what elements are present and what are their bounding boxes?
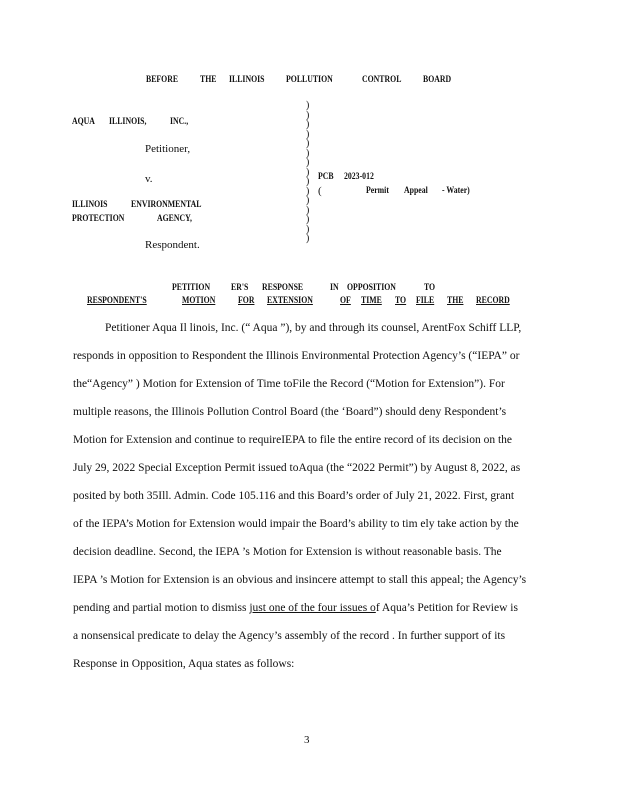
- heading-word: CONTROL: [362, 75, 402, 85]
- body-line: IEPA ’s Motion for Extension is an obvious and insincere attempt to stall this appeal; the Agency’s: [73, 574, 527, 586]
- title-word: ER'S: [231, 283, 249, 293]
- heading-word: POLLUTION: [286, 75, 333, 85]
- title-word: OPPOSITION: [347, 283, 396, 293]
- heading-word: BOARD: [423, 75, 452, 85]
- title-word: FOR: [238, 296, 255, 306]
- respondent-name-word: AGENCY,: [157, 214, 192, 224]
- petitioner-name-word: AQUA: [72, 117, 95, 127]
- case-type-open: (: [318, 185, 322, 197]
- body-line: a nonsensical predicate to delay the Agency’s assembly of the record . In further support of its: [73, 630, 506, 642]
- body-line: Petitioner Aqua Il linois, Inc. (“ Aqua ”), by and through its counsel, ArentFox Schiff LLP,: [105, 322, 522, 334]
- title-word: MOTION: [182, 296, 216, 306]
- body-line: responds in opposition to Respondent the Illinois Environmental Protection Agency’s (“IEPA” or: [73, 350, 520, 362]
- case-type-word: - Water): [442, 186, 470, 196]
- title-word: RESPONDENT'S: [87, 296, 147, 306]
- title-word: FILE: [416, 296, 435, 306]
- body-line: the“Agency” ) Motion for Extension of Time toFile the Record (“Motion for Extension”). For: [73, 378, 505, 390]
- body-line: decision deadline. Second, the IEPA ’s Motion for Extension is without reasonable basis. The: [73, 546, 502, 558]
- respondent-role: Respondent.: [145, 239, 200, 251]
- title-word: TO: [395, 296, 407, 306]
- case-prefix: PCB: [318, 172, 334, 182]
- respondent-name-word: ILLINOIS: [72, 200, 108, 210]
- title-word: TO: [424, 283, 436, 293]
- case-number: 2023-012: [344, 172, 374, 182]
- heading-word: BEFORE: [146, 75, 179, 85]
- respondent-name-word: ENVIRONMENTAL: [131, 200, 202, 210]
- title-word: RECORD: [476, 296, 510, 306]
- body-line: posited by both 35Ill. Admin. Code 105.116 and this Board’s order of July 21, 2022. First, grant: [73, 490, 515, 502]
- caption-parens: ) ) ) ) ) ) ) ) ) ) ) ) ) ) ): [306, 100, 310, 244]
- petitioner-name-word: ILLINOIS,: [109, 117, 147, 127]
- body-line: pending and partial motion to dismiss just one of the four issues of Aqua’s Petition for Review is: [73, 602, 518, 614]
- body-line: Response in Opposition, Aqua states as follows:: [73, 658, 295, 670]
- respondent-name-word: PROTECTION: [72, 214, 125, 224]
- body-line: July 29, 2022 Special Exception Permit issued toAqua (the “2022 Permit”) by August 8, 2022, as: [73, 462, 521, 474]
- page-number: 3: [304, 734, 310, 746]
- underlined-phrase: just one of the four issues o: [249, 602, 376, 614]
- title-word: RESPONSE: [262, 283, 304, 293]
- title-word: THE: [447, 296, 464, 306]
- title-word: IN: [330, 283, 339, 293]
- title-word: TIME: [361, 296, 382, 306]
- title-word: OF: [340, 296, 351, 306]
- heading-word: THE: [200, 75, 217, 85]
- body-line: multiple reasons, the Illinois Pollution Control Board (the ‘Board”) should deny Respondent’s: [73, 406, 507, 418]
- versus: v.: [145, 173, 153, 185]
- body-line: of the IEPA’s Motion for Extension would impair the Board’s ability to tim ely take action by the: [73, 518, 519, 530]
- petitioner-role: Petitioner,: [145, 143, 191, 155]
- title-word: PETITION: [172, 283, 211, 293]
- heading-word: ILLINOIS: [229, 75, 265, 85]
- petitioner-name-word: INC.,: [170, 117, 189, 127]
- case-type-word: Appeal: [404, 186, 428, 196]
- body-line: Motion for Extension and continue to requireIEPA to file the entire record of its decision on the: [73, 434, 513, 446]
- title-word: EXTENSION: [267, 296, 313, 306]
- case-type-word: Permit: [366, 186, 389, 196]
